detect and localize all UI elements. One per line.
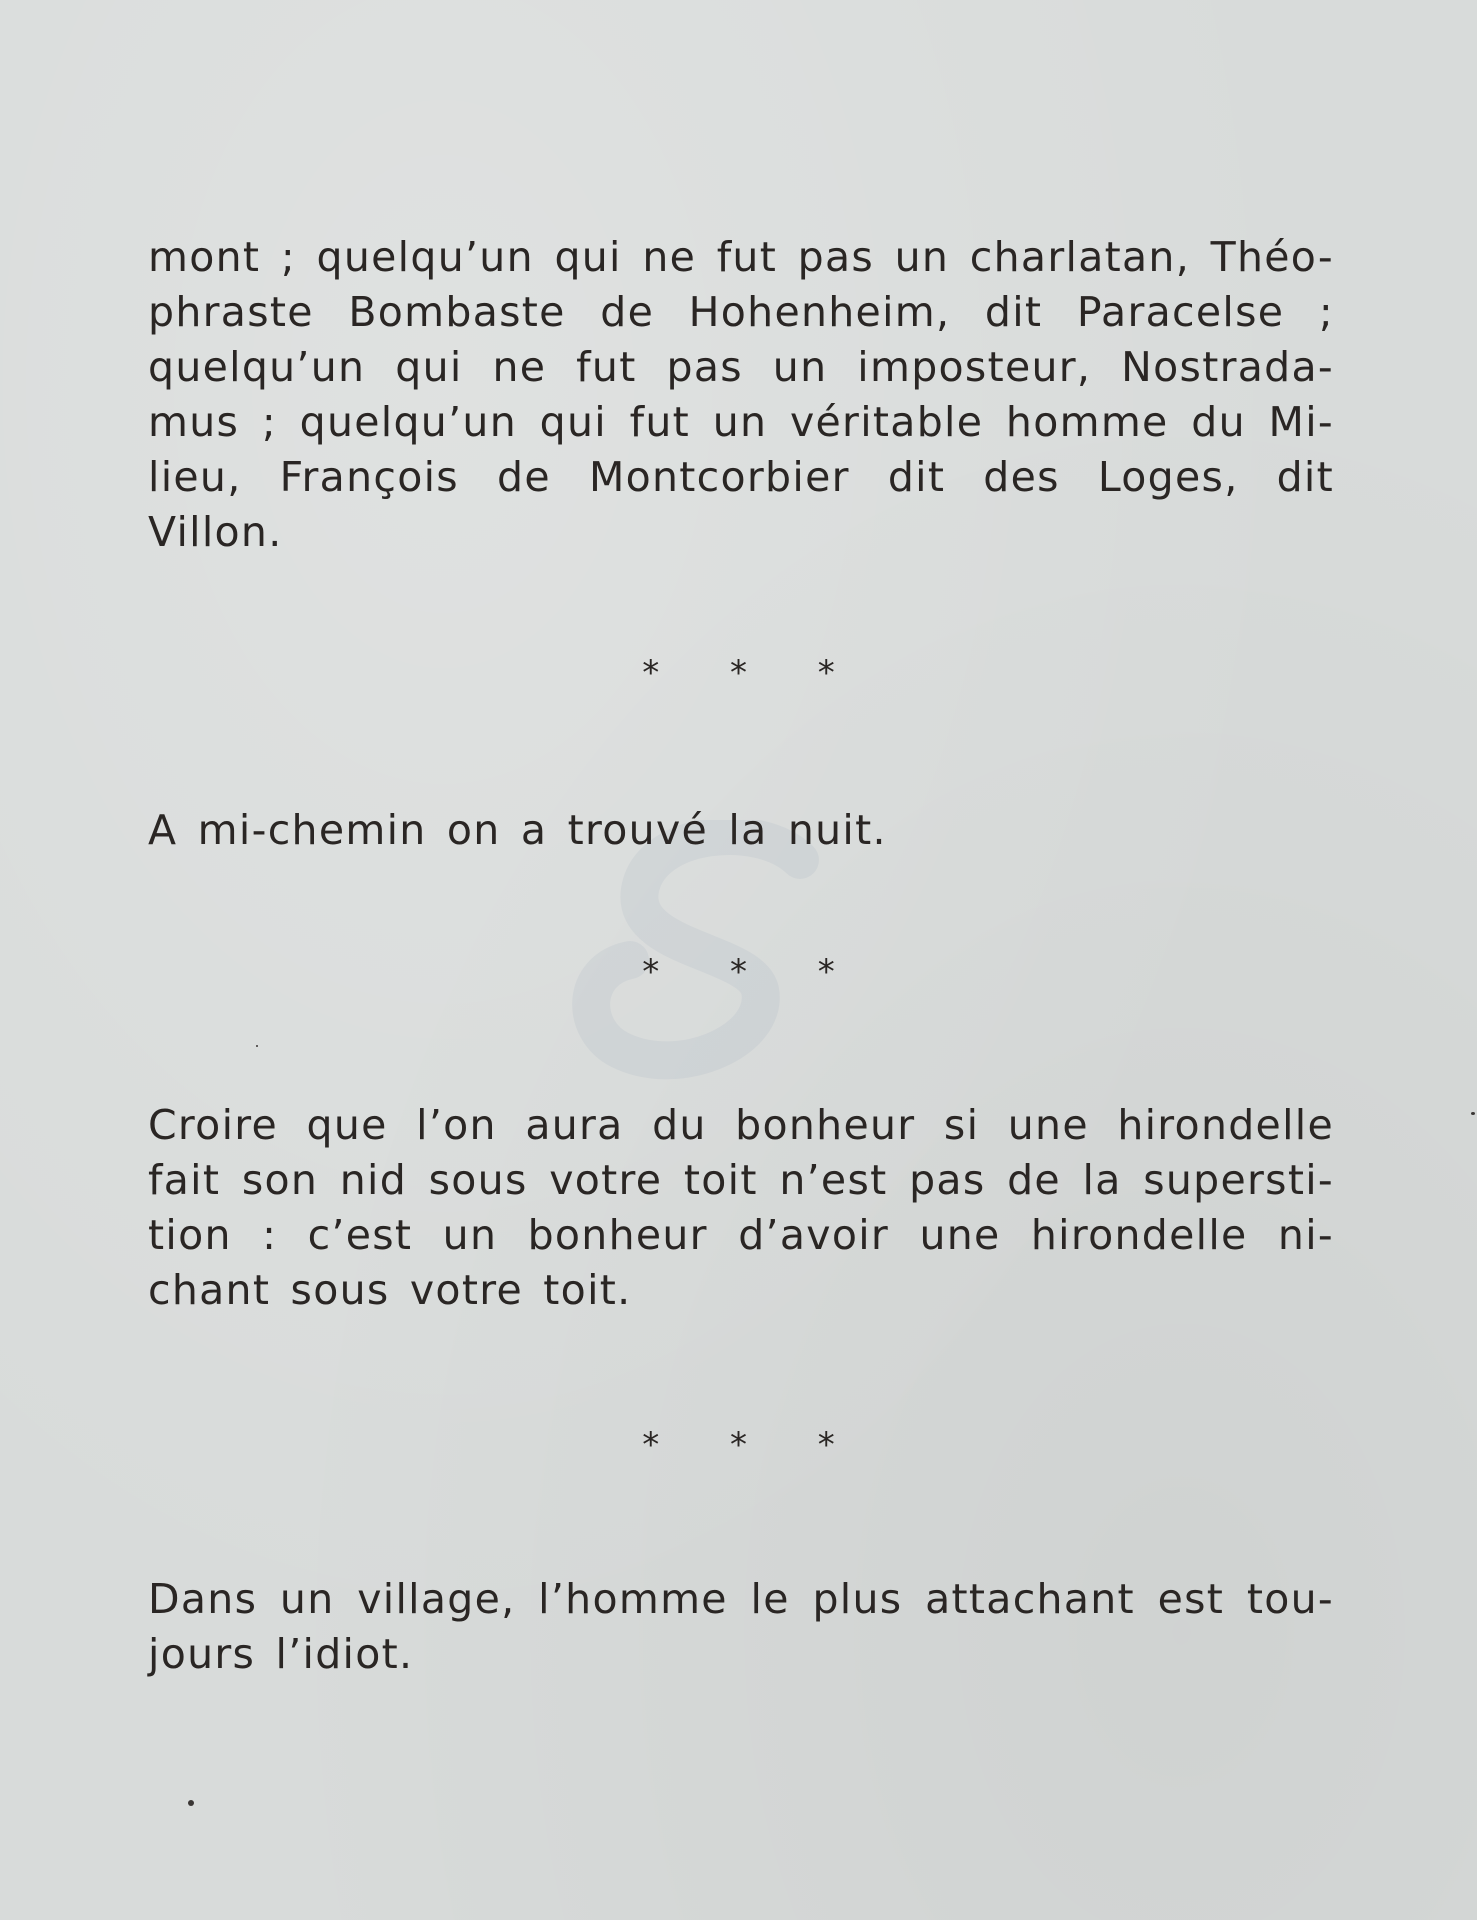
paragraph-village xyxy=(148,1572,1334,1682)
text-line: lieu, François de Montcorbier dit des Loges, dit xyxy=(148,453,1334,501)
text-line: A mi-chemin on a trouvé la nuit. xyxy=(148,806,887,854)
paragraph-mi-chemin xyxy=(148,803,1334,858)
text-line: chant sous votre toit. xyxy=(148,1266,632,1314)
text-line: tion : c’est un bonheur d’avoir une hirondelle ni- xyxy=(148,1211,1334,1259)
text-line: Villon. xyxy=(148,508,283,556)
paper-speck xyxy=(256,1045,258,1047)
text-line: phraste Bombaste de Hohenheim, dit Paracelse ; xyxy=(148,288,1334,336)
text-line: jours l’idiot. xyxy=(148,1630,414,1678)
section-separator: * * * xyxy=(642,952,865,992)
text-line: Dans un village, l’homme le plus attachant est tou- xyxy=(148,1575,1334,1623)
paper-speck xyxy=(188,1800,194,1806)
text-line: quelqu’un qui ne fut pas un imposteur, Nostrada- xyxy=(148,343,1334,391)
text-line: fait son nid sous votre toit n’est pas de la supersti- xyxy=(148,1156,1334,1204)
text-line: Croire que l’on aura du bonheur si une hirondelle xyxy=(148,1101,1334,1149)
section-separator: * * * xyxy=(642,1425,865,1465)
paragraph-villon xyxy=(148,230,1334,560)
paragraph-hirondelle xyxy=(148,1098,1334,1318)
paper-speck xyxy=(1471,1112,1475,1115)
section-separator: * * * xyxy=(642,653,865,693)
text-line: mont ; quelqu’un qui ne fut pas un charlatan, Théo- xyxy=(148,233,1334,281)
text-line: mus ; quelqu’un qui fut un véritable homme du Mi- xyxy=(148,398,1334,446)
